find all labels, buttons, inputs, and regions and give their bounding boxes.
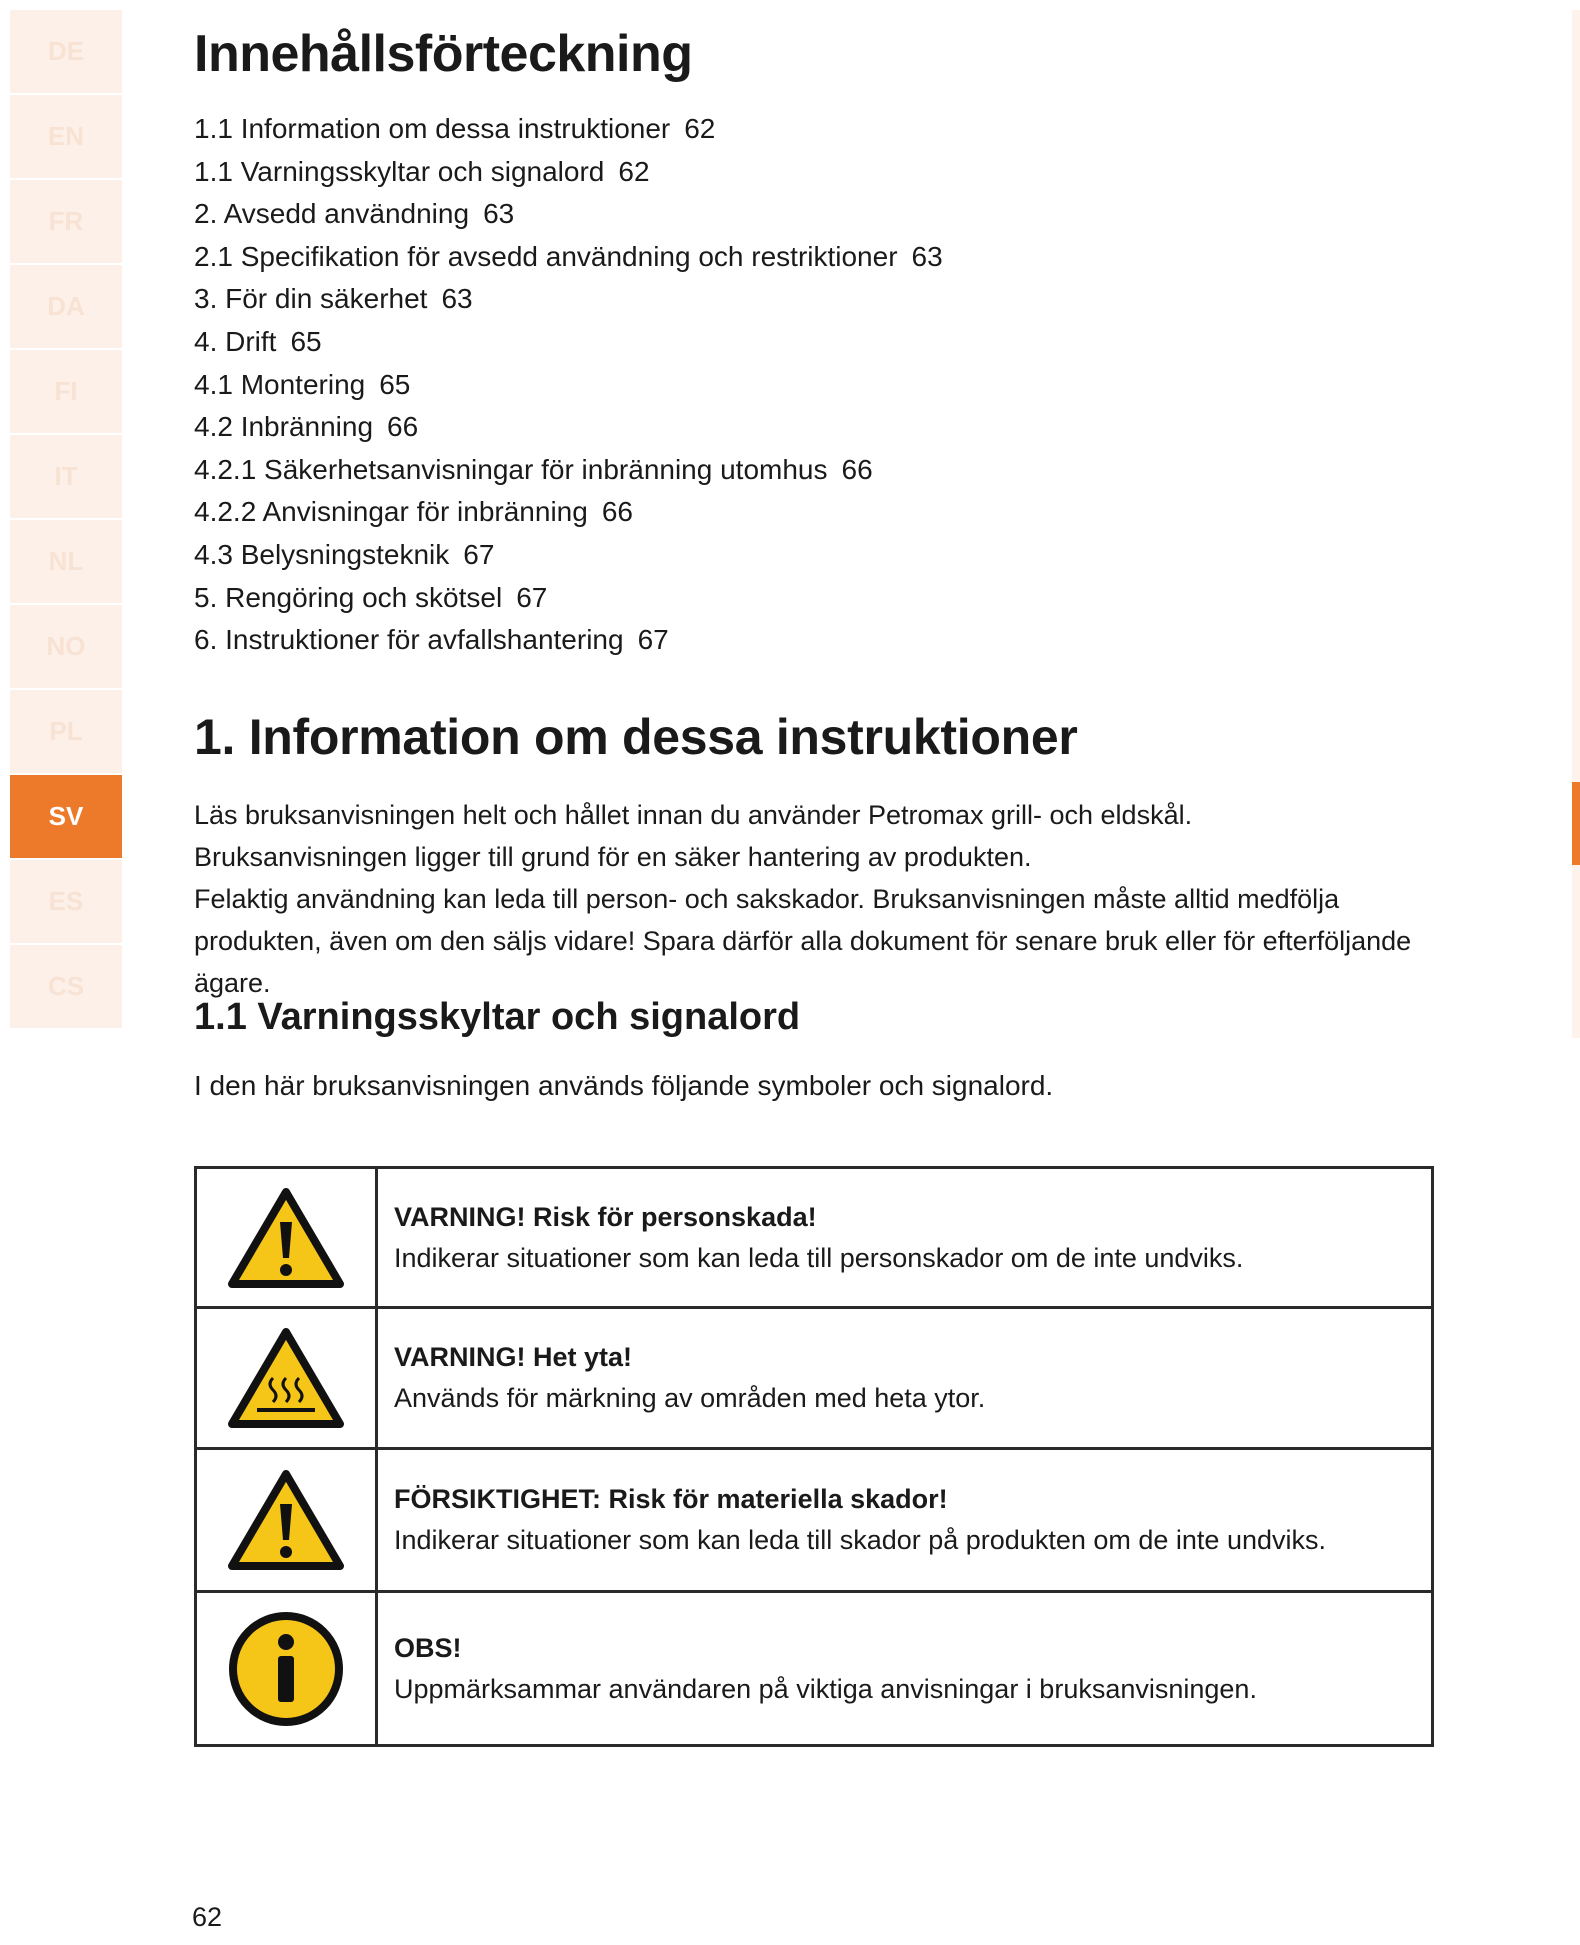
- language-tab-cs[interactable]: CS: [10, 945, 122, 1028]
- language-tab-da[interactable]: DA: [10, 265, 122, 348]
- language-tab-it[interactable]: IT: [10, 435, 122, 518]
- toc-entry[interactable]: [194, 321, 943, 364]
- language-tab-pl[interactable]: PL: [10, 690, 122, 773]
- toc-entry[interactable]: [194, 449, 943, 492]
- signal-icon-cell: [196, 1168, 377, 1308]
- language-tab-no[interactable]: NO: [10, 605, 122, 688]
- signal-text-cell: [377, 1449, 1433, 1592]
- toc-entry[interactable]: [194, 619, 943, 662]
- section-intro: [194, 794, 1444, 1004]
- language-tab-de[interactable]: DE: [10, 10, 122, 93]
- right-edge-strip: [1572, 10, 1580, 1038]
- toc-entry-page: 63: [441, 283, 473, 315]
- warning-triangle-icon: [227, 1186, 345, 1290]
- language-tab-fr[interactable]: FR: [10, 180, 122, 263]
- toc-entry-page: 63: [483, 198, 515, 230]
- signal-title: FÖRSIKTIGHET: Risk för materiella skador!: [394, 1484, 948, 1514]
- signal-title: OBS!: [394, 1632, 462, 1663]
- toc-entry[interactable]: [194, 193, 943, 236]
- toc-entry-page: 67: [463, 538, 495, 570]
- subsection-title: 1.1 Varningsskyltar och signalord: [194, 996, 801, 1038]
- toc-entry-label: 2.1 Specifikation för avsedd användning och restriktioner: [194, 240, 898, 272]
- language-tab-fi[interactable]: FI: [10, 350, 122, 433]
- language-tabs: [10, 10, 122, 1030]
- toc-entry[interactable]: [194, 278, 943, 321]
- toc-entry-label: 2. Avsedd användning: [194, 198, 470, 230]
- signal-text-cell: [377, 1168, 1433, 1308]
- language-tab-en[interactable]: EN: [10, 95, 122, 178]
- toc-entry-label: 6. Instruktioner för avfallshantering: [194, 624, 624, 656]
- toc-entry-page: 65: [379, 368, 411, 400]
- toc-entry-page: 66: [387, 411, 419, 443]
- signal-row: [196, 1592, 1433, 1746]
- toc-entry-page: 67: [516, 581, 548, 613]
- section-title: 1. Information om dessa instruktioner: [194, 709, 1078, 765]
- toc-entry-page: 65: [290, 325, 322, 357]
- signal-row: [196, 1168, 1433, 1308]
- toc-entry[interactable]: [194, 534, 943, 577]
- toc-entry-label: 4. Drift: [194, 325, 277, 357]
- toc-entry-label: 1.1 Information om dessa instruktioner: [194, 113, 671, 144]
- language-tab-sv[interactable]: SV: [10, 775, 122, 858]
- toc-list: [194, 108, 943, 662]
- toc-entry[interactable]: [194, 108, 943, 151]
- signal-title: VARNING! Het yta!: [394, 1342, 633, 1372]
- toc-entry-label: 3. För din säkerhet: [194, 283, 428, 315]
- info-circle-icon: [227, 1610, 345, 1728]
- language-tab-nl[interactable]: NL: [10, 520, 122, 603]
- language-tab-es[interactable]: ES: [10, 860, 122, 943]
- toc-entry-label: 4.3 Belysningsteknik: [194, 538, 450, 570]
- toc-entry-label: 1.1 Varningsskyltar och signalord: [194, 155, 605, 187]
- signal-icon-cell: [196, 1308, 377, 1449]
- page-number: 62: [192, 1902, 223, 1932]
- toc-entry-label: 5. Rengöring och skötsel: [194, 581, 503, 613]
- toc-entry-page: 66: [841, 453, 873, 485]
- intro-paragraph: Läs bruksanvisningen helt och hållet innan du använder Petromax grill- och eldskål.: [194, 800, 1193, 830]
- warning-triangle-icon: [227, 1468, 345, 1572]
- toc-entry-page: 66: [601, 496, 633, 528]
- right-edge-marker: [1572, 782, 1580, 865]
- toc-entry[interactable]: [194, 236, 943, 279]
- toc-entry-label: 4.2 Inbränning: [194, 411, 374, 443]
- hot-surface-icon: [227, 1326, 345, 1430]
- toc-entry-page: 67: [637, 624, 669, 656]
- toc-entry-label: 4.2.2 Anvisningar för inbränning: [194, 496, 588, 528]
- toc-entry[interactable]: [194, 491, 943, 534]
- signal-row: [196, 1308, 1433, 1449]
- signal-icon-cell: [196, 1592, 377, 1746]
- signal-description: Används för märkning av områden med heta ytor.: [394, 1383, 986, 1413]
- signal-description: Indikerar situationer som kan leda till skador på produkten om de inte undviks.: [394, 1525, 1327, 1555]
- intro-paragraph: Bruksanvisningen ligger till grund för en säker hantering av produkten.: [194, 842, 1032, 872]
- signal-text-cell: [377, 1308, 1433, 1449]
- toc-title: Innehållsförteckning: [194, 25, 693, 83]
- toc-entry[interactable]: [194, 364, 943, 407]
- subsection-intro: I den här bruksanvisningen används följande symboler och signalord.: [194, 1070, 1054, 1101]
- toc-entry[interactable]: [194, 406, 943, 449]
- signal-description: Indikerar situationer som kan leda till personskador om de inte undviks.: [394, 1242, 1244, 1273]
- signal-table: [194, 1166, 1434, 1747]
- toc-entry-page: 62: [618, 155, 650, 187]
- toc-entry[interactable]: [194, 577, 943, 620]
- signal-icon-cell: [196, 1449, 377, 1592]
- signal-text-cell: [377, 1592, 1433, 1746]
- signal-description: Uppmärksammar användaren på viktiga anvisningar i bruksanvisningen.: [394, 1673, 1257, 1704]
- signal-row: [196, 1449, 1433, 1592]
- toc-entry[interactable]: [194, 151, 943, 194]
- toc-entry-label: 4.2.1 Säkerhetsanvisningar för inbränning utomhus: [194, 453, 828, 485]
- intro-paragraph: Felaktig användning kan leda till person- och sakskador. Bruksanvisningen måste alltid medfölja produkten, även om den säljs vidare! Spara därför alla dokument för senare bruk eller för efterföljande ägare.: [194, 884, 1412, 998]
- toc-entry-label: 4.1 Montering: [194, 368, 366, 400]
- toc-entry-page: 62: [684, 113, 716, 144]
- toc-entry-page: 63: [911, 240, 943, 272]
- signal-title: VARNING! Risk för personskada!: [394, 1201, 817, 1232]
